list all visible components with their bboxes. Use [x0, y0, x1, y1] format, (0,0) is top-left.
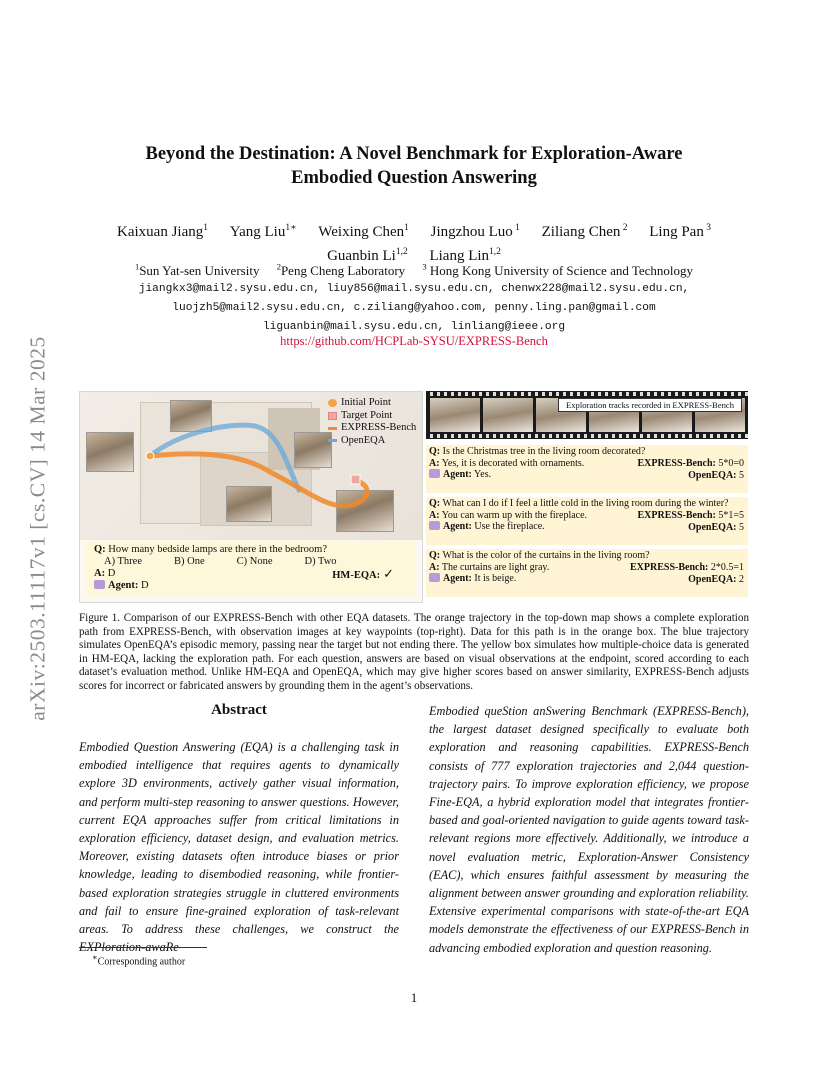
email-line: liguanbin@mail.sysu.edu.cn, linliang@ieee.org — [262, 321, 566, 333]
title-line-1: Beyond the Destination: A Novel Benchmark for Exploration-Aware — [145, 144, 683, 164]
affiliation: $^3$ Hong Kong University of Science and Technology — [422, 262, 694, 279]
hm-eqa-question-box: Q: How many bedside lamps are there in the bedroom? A) Three B) One C) None D) Two A: D Agent: D HM-EQA: ✓ — [86, 542, 416, 596]
openeqa-score: OpenEQA: 5 — [688, 470, 744, 481]
author: Kaixuan Jiang$^1$ — [117, 223, 208, 240]
author: Jingzhou Luo $^1$ — [430, 223, 520, 240]
line-marker-icon — [328, 427, 337, 430]
abstract-heading: Abstract — [211, 702, 267, 718]
filmstrip-label: Exploration tracks recorded in EXPRESS-Bench — [558, 398, 742, 412]
footnote-rule — [79, 947, 207, 948]
openeqa-score: OpenEQA: 2 — [688, 574, 744, 585]
square-marker-icon — [328, 412, 337, 420]
line-marker-icon — [328, 439, 337, 442]
initial-point-marker — [146, 452, 154, 460]
abstract-text-right: Embodied queStion anSwering Benchmark (EXPRESS-Bench), the largest dataset designed specifically to evaluate both exploration and reasoning capabilities. EXPRESS-Bench consists of 777 exploration trajectories and 2,044 question-trajectory pairs. To improve exploration efficiency, we propose Fine-EQA, a hybrid exploration model that integrates frontier-based and goal-oriented navigation to guide agents toward task-relevant regions more effectively. Additionally, we introduce a novel evaluation metric, Exploration-Answer Consistency (EAC), which ensures faithful assessment by measuring the alignment between answer grounding and exploration reliability. Extensive experimental comparisons with state-of-the-art EQA models demonstrate the effectiveness of our EXPRESS-Bench in advancing embodied exploration and question reasoning. — [429, 704, 749, 955]
film-frame — [483, 398, 533, 432]
affiliations — [80, 259, 748, 279]
qa-block: Q: What can I do if I feel a little cold in the living room during the winter? A: You can warm up with the fireplace. Agent: Use the fireplace. EXPRESS-Bench: 5*1=5 OpenEQA: 5 — [426, 497, 748, 545]
express-bench-score: EXPRESS-Bench: 5*1=5 — [637, 510, 744, 521]
author: Ziliang Chen $^2$ — [541, 223, 628, 240]
legend-openeqa: OpenEQA — [328, 435, 420, 448]
express-bench-score: EXPRESS-Bench: 5*0=0 — [637, 458, 744, 469]
author: Guanbin Li$^{1,2}$ — [327, 247, 408, 264]
robot-agent-icon — [429, 521, 440, 530]
robot-agent-icon — [94, 580, 105, 589]
abstract-text-left: Embodied Question Answering (EQA) is a challenging task in embodied intelligence that requires agents to dynamically explore 3D environments, actively gather visual information, and perform multi-step reasoning to answer questions. However, current EQA approaches suffer from critical limitations in exploration efficiency, dataset design, and evaluation metrics. Moreover, existing datasets often introduce biases or prior knowledge, leading to disembodied reasoning, while frontier-based exploration strategies struggle in cluttered environments and fail to ensure fine-grained exploration of task-relevant areas. To address these challenges, we construct the EXPloration-awaRe — [79, 740, 399, 955]
email-line: luojzh5@mail2.sysu.edu.cn, c.ziliang@yahoo.com, penny.ling.pan@gmail.com — [172, 302, 656, 314]
legend-express-bench: EXPRESS-Bench — [328, 422, 420, 435]
author: Ling Pan $^3$ — [649, 223, 711, 240]
arxiv-identifier: arXiv:2503.11117v1 [cs.CV] 14 Mar 2025 — [25, 336, 50, 721]
checkmark-icon: ✓ — [383, 566, 394, 581]
author-emails — [60, 280, 768, 337]
map-legend — [328, 397, 420, 447]
email-line: jiangkx3@mail2.sysu.edu.cn, liuy856@mail.sysu.edu.cn, chenwx228@mail2.sysu.edu.cn, — [138, 283, 690, 295]
qa-block: Q: What is the color of the curtains in the living room? A: The curtains are light gray. Agent: It is beige. EXPRESS-Bench: 2*0.5=1 OpenEQA: 2 — [426, 549, 748, 597]
affiliation: $^1$Sun Yat-sen University — [134, 262, 260, 279]
exploration-filmstrip — [426, 391, 748, 439]
express-bench-score: EXPRESS-Bench: 2*0.5=1 — [630, 562, 744, 573]
target-point-marker — [351, 475, 360, 484]
paper-title — [80, 142, 748, 190]
title-line-2: Embodied Question Answering — [291, 168, 537, 188]
circle-marker-icon — [328, 399, 337, 407]
qa-block: Q: Is the Christmas tree in the living room decorated? A: Yes, it is decorated with ornaments. Agent: Yes. EXPRESS-Bench: 5*0=0 OpenEQA: 5 — [426, 445, 748, 493]
github-link[interactable]: https://github.com/HCPLab-SYSU/EXPRESS-Bench — [280, 334, 548, 348]
author: Weixing Chen$^1$ — [318, 223, 409, 240]
openeqa-score: OpenEQA: 5 — [688, 522, 744, 533]
affiliation: $^2$Peng Cheng Laboratory — [276, 262, 406, 279]
robot-agent-icon — [429, 469, 440, 478]
robot-agent-icon — [429, 573, 440, 582]
footnote: ∗Corresponding author — [92, 953, 186, 968]
hm-eqa-score: HM-EQA: ✓ — [332, 566, 394, 581]
film-frame — [430, 398, 480, 432]
figure-map-panel — [79, 391, 423, 603]
figure-qa-panel — [426, 391, 748, 601]
author: Yang Liu$^{1∗}$ — [229, 223, 297, 240]
figure-caption: Figure 1. Comparison of our EXPRESS-Bench with other EQA datasets. The orange trajectory in the top-down map shows a complete exploration path from EXPRESS-Bench, with observation images at key waypoints (top-right). Data for this path is in the orange box. The blue trajectory simulates OpenEQA’s episodic memory, passing near the target but not ending there. The yellow box simulates how multiple-choice data is generated in HM-EQA, lacking the exploration path. For each question, answers are based on visual observations at the endpoint, scored according to each dataset’s evaluation method. Unlike HM-EQA and OpenEQA, which may give higher scores based on answer similarity, EXPRESS-Bench adjusts scores for incorrect or fabricated answers by grounding them in the agent’s observations. — [79, 612, 749, 692]
legend-target-point: Target Point — [328, 410, 420, 423]
express-bench-trajectory — [150, 454, 367, 506]
author: Liang Lin$^{1,2}$ — [429, 247, 501, 264]
legend-initial-point: Initial Point — [328, 397, 420, 410]
top-down-map — [80, 392, 422, 540]
answer-options: A) Three B) One C) None D) Two — [104, 556, 337, 567]
page-number: 1 — [410, 990, 418, 1005]
